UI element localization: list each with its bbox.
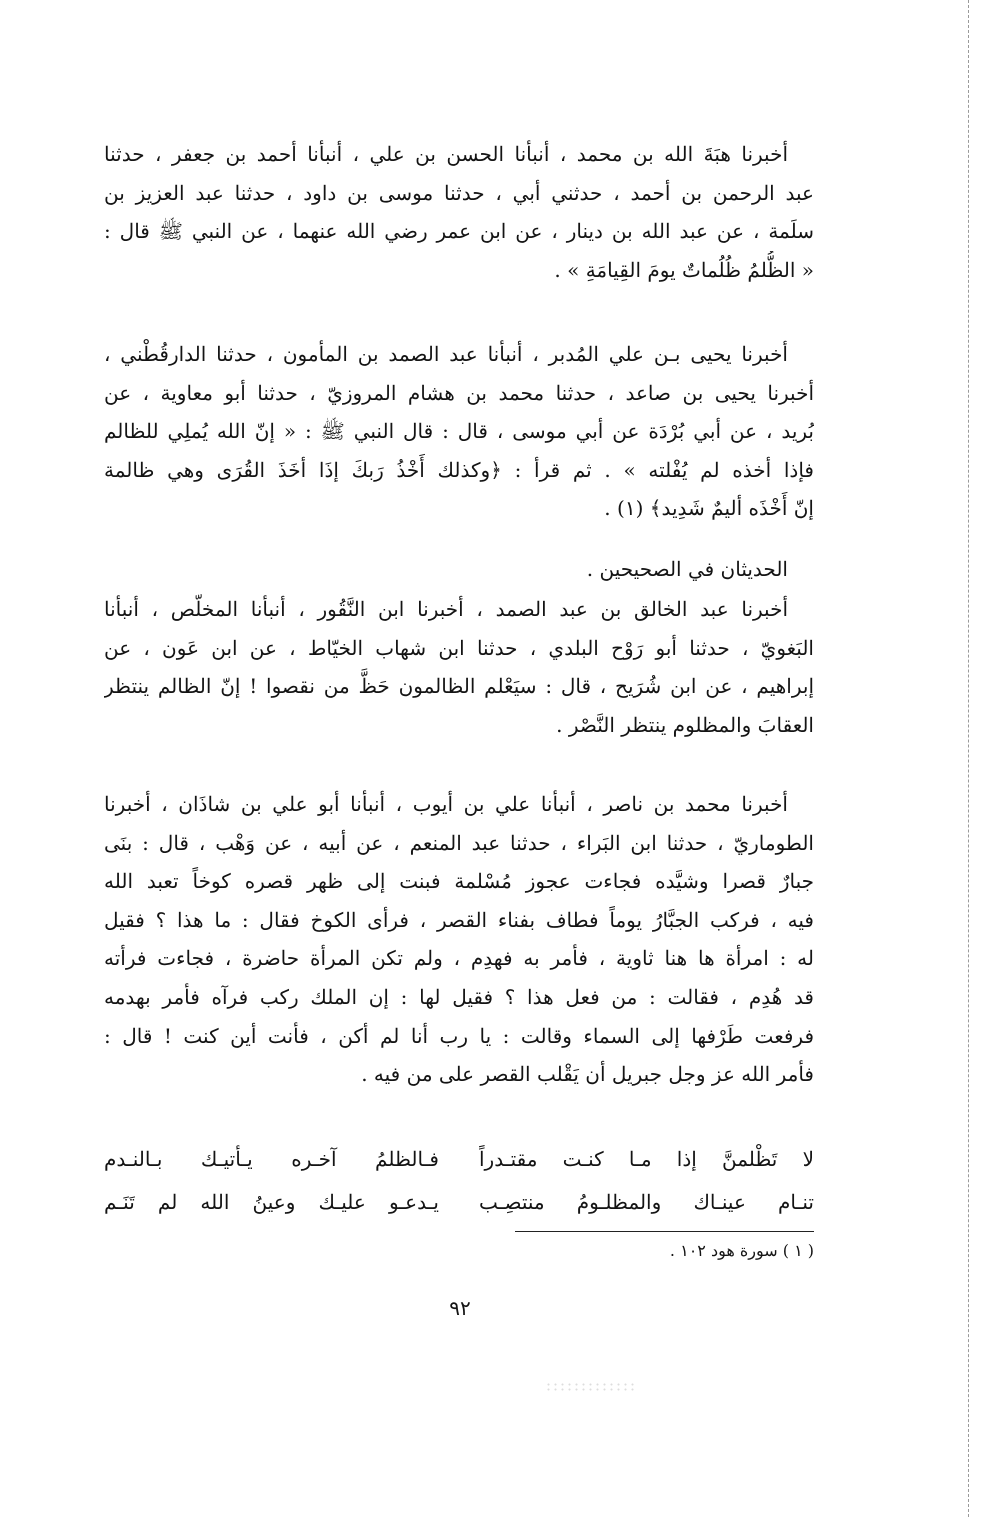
paragraph-4 <box>104 785 814 1094</box>
text-line: له : امرأة ها هنا ثاوية ، فأمر به فهدِم ، ولم تكن المرأة حاضرة ، فجاءت فرأته <box>104 946 814 971</box>
text-line: فأمر الله عز وجل جبريل أن يَقْلب القصر على من فيه . <box>361 1062 814 1087</box>
text-line: إنّ أَخْذَه أليمٌ شَدِيد﴾ (١) . <box>604 496 814 521</box>
poem-second-hemistich: فـالظلمُ آخـره يـأتيـك بـالنـدم <box>104 1147 439 1171</box>
text-line: إبراهيم ، عن ابن شُرَيح ، قال : سيَعْلم الظالمون حَظَّ من نقصوا ! إنّ الظالم ينتظر <box>104 674 814 699</box>
text-line: « الظُّلمُ ظُلُماتٌ يومَ القِيامَةِ » . <box>554 257 814 282</box>
poem-first-hemistich: تنـام عينـاك والمظلـومُ منتصِـب <box>479 1190 814 1214</box>
text-line: فيه ، فركب الجبَّارُ يوماً فطاف بفناء القصر ، فرأى الكوخ فقال : ما هذا ؟ فقيل <box>104 907 814 932</box>
footnote-separator <box>515 1231 814 1232</box>
text-line: أخبرنا محمد بن ناصر ، أنبأنا علي بن أيوب ، أنبأنا أبو علي بن شاذَان ، أخبرنا <box>104 792 788 816</box>
page-edge-line <box>968 0 969 1517</box>
poem <box>104 1138 814 1224</box>
text-line: الطوماريّ ، حدثنا ابن البَراء ، حدثنا عبد المنعم ، عن أبيه ، عن وَهْب ، قال : بنَى <box>104 830 814 855</box>
paragraph-2 <box>104 335 814 528</box>
text-line: الحديثان في الصحيحين . <box>586 557 788 581</box>
text-line: قد هُدِم ، فقالت : من فعل هذا ؟ فقيل لها : إن الملك ركب فرآه فأمر بهدمه <box>104 984 814 1009</box>
text-line: فإذا أخذه لم يُفْلته » . ثم قرأ : ﴿وكذلك أَخْذُ رَبكَ إذَا أخَذَ القُرَى وهي ظالمة <box>104 457 814 482</box>
poem-first-hemistich: لا تَظْلمنَّ إذا مـا كنـت مقتـدراً <box>479 1147 814 1171</box>
text-line: جبارٌ قصرا وشيَّده فجاءت عجوز مُسْلمة فبنت إلى ظهر قصره كوخاً تعبد الله <box>104 869 814 894</box>
page-number: ٩٢ <box>449 1296 471 1320</box>
paragraph-1 <box>104 135 814 289</box>
text-line: العقابَ والمظلوم ينتظر النَّصْر . <box>556 712 814 737</box>
paragraph-3 <box>104 590 814 744</box>
footnote: ( ١ ) سورة هود ١٠٢ . <box>669 1241 814 1260</box>
text-line: بُريد ، عن أبي بُرْدَة عن أبي موسى ، قال : قال النبي ﷺ : « إنّ الله يُملِي للظالم <box>104 419 814 444</box>
text-line: أخبرنا يحيى بـن علي المُدبر ، أنبأنا عبد الصمد بن المأمون ، حدثنا الدارقُطْني ، <box>104 342 788 366</box>
text-line: سلَمة ، عن عبد الله بن دينار ، عن ابن عمر رضي الله عنهما ، عن النبي ﷺ قال : <box>104 219 814 244</box>
text-line: فرفعت طَرْفها إلى السماء وقالت : يا رب أنا لم أكن ، فأنت أين كنت ! قال : <box>104 1023 814 1048</box>
scan-noise <box>545 1382 635 1392</box>
poem-second-hemistich: يـدعـو عليـك وعينُ الله لم تَنَـم <box>104 1190 439 1214</box>
poem-verse <box>104 1181 814 1224</box>
poem-verse <box>104 1138 814 1181</box>
hadith-source-note <box>104 550 814 589</box>
text-line: أخبرنا يحيى بن صاعد ، حدثنا محمد بن هشام المروزيّ ، حدثنا أبو معاوية ، عن <box>104 380 814 405</box>
text-line: البَغويّ ، حدثنا أبو رَوْح البلدي ، حدثنا ابن شهاب الخيّاط ، عن ابن عَون ، عن <box>104 635 814 660</box>
text-line: عبد الرحمن بن أحمد ، حدثني أبي ، حدثنا موسى بن داود ، حدثنا عبد العزيز بن <box>104 180 814 205</box>
text-line: أخبرنا عبد الخالق بن عبد الصمد ، أخبرنا ابن النَّقُور ، أنبأنا المخلّص ، أنبأنا <box>104 597 788 621</box>
text-line: أخبرنا هبَةَ الله بن محمد ، أنبأنا الحسن بن علي ، أنبأنا أحمد بن جعفر ، حدثنا <box>104 142 788 166</box>
